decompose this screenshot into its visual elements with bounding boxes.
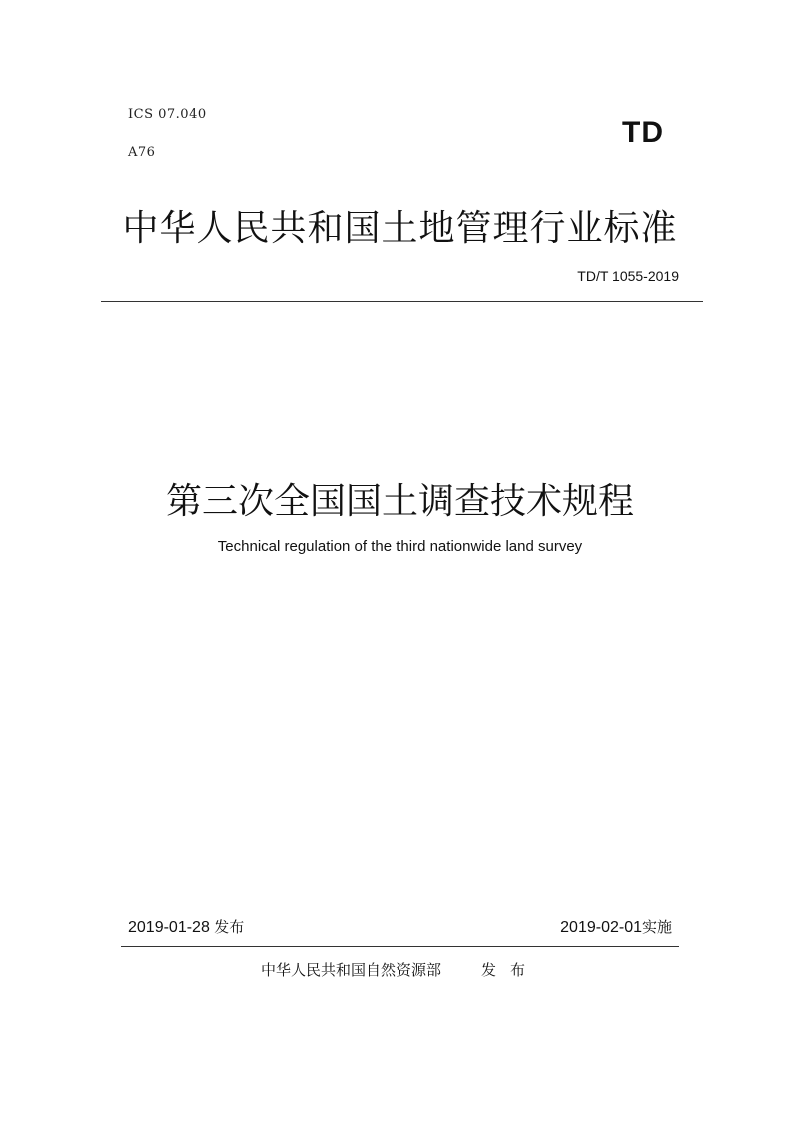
document-title-cn: 第三次全国国土调查技术规程 (165, 481, 634, 522)
ics-code: ICS 07.040 (128, 107, 207, 122)
implement-label: 实施 (641, 918, 672, 936)
bottom-divider (121, 946, 679, 947)
document-title-en: Technical regulation of the third nationwide land survey (217, 538, 583, 555)
publisher-action: 发布 (481, 961, 540, 979)
standard-category-title: 中华人民共和国土地管理行业标准 (122, 208, 678, 249)
td-logo: TD (622, 116, 664, 149)
publisher-name: 中华人民共和国自然资源部 (260, 961, 441, 979)
standard-number: TD/T 1055-2019 (577, 268, 679, 284)
top-divider (101, 301, 703, 302)
classification-code: A76 (128, 145, 156, 160)
issue-date: 2019-01-28 (128, 919, 210, 936)
implement-date: 2019-02-01 (560, 919, 642, 936)
publisher-line (0, 959, 800, 980)
issue-label: 发布 (214, 918, 245, 936)
implement-date-line (560, 916, 672, 937)
issue-date-line (128, 916, 244, 937)
